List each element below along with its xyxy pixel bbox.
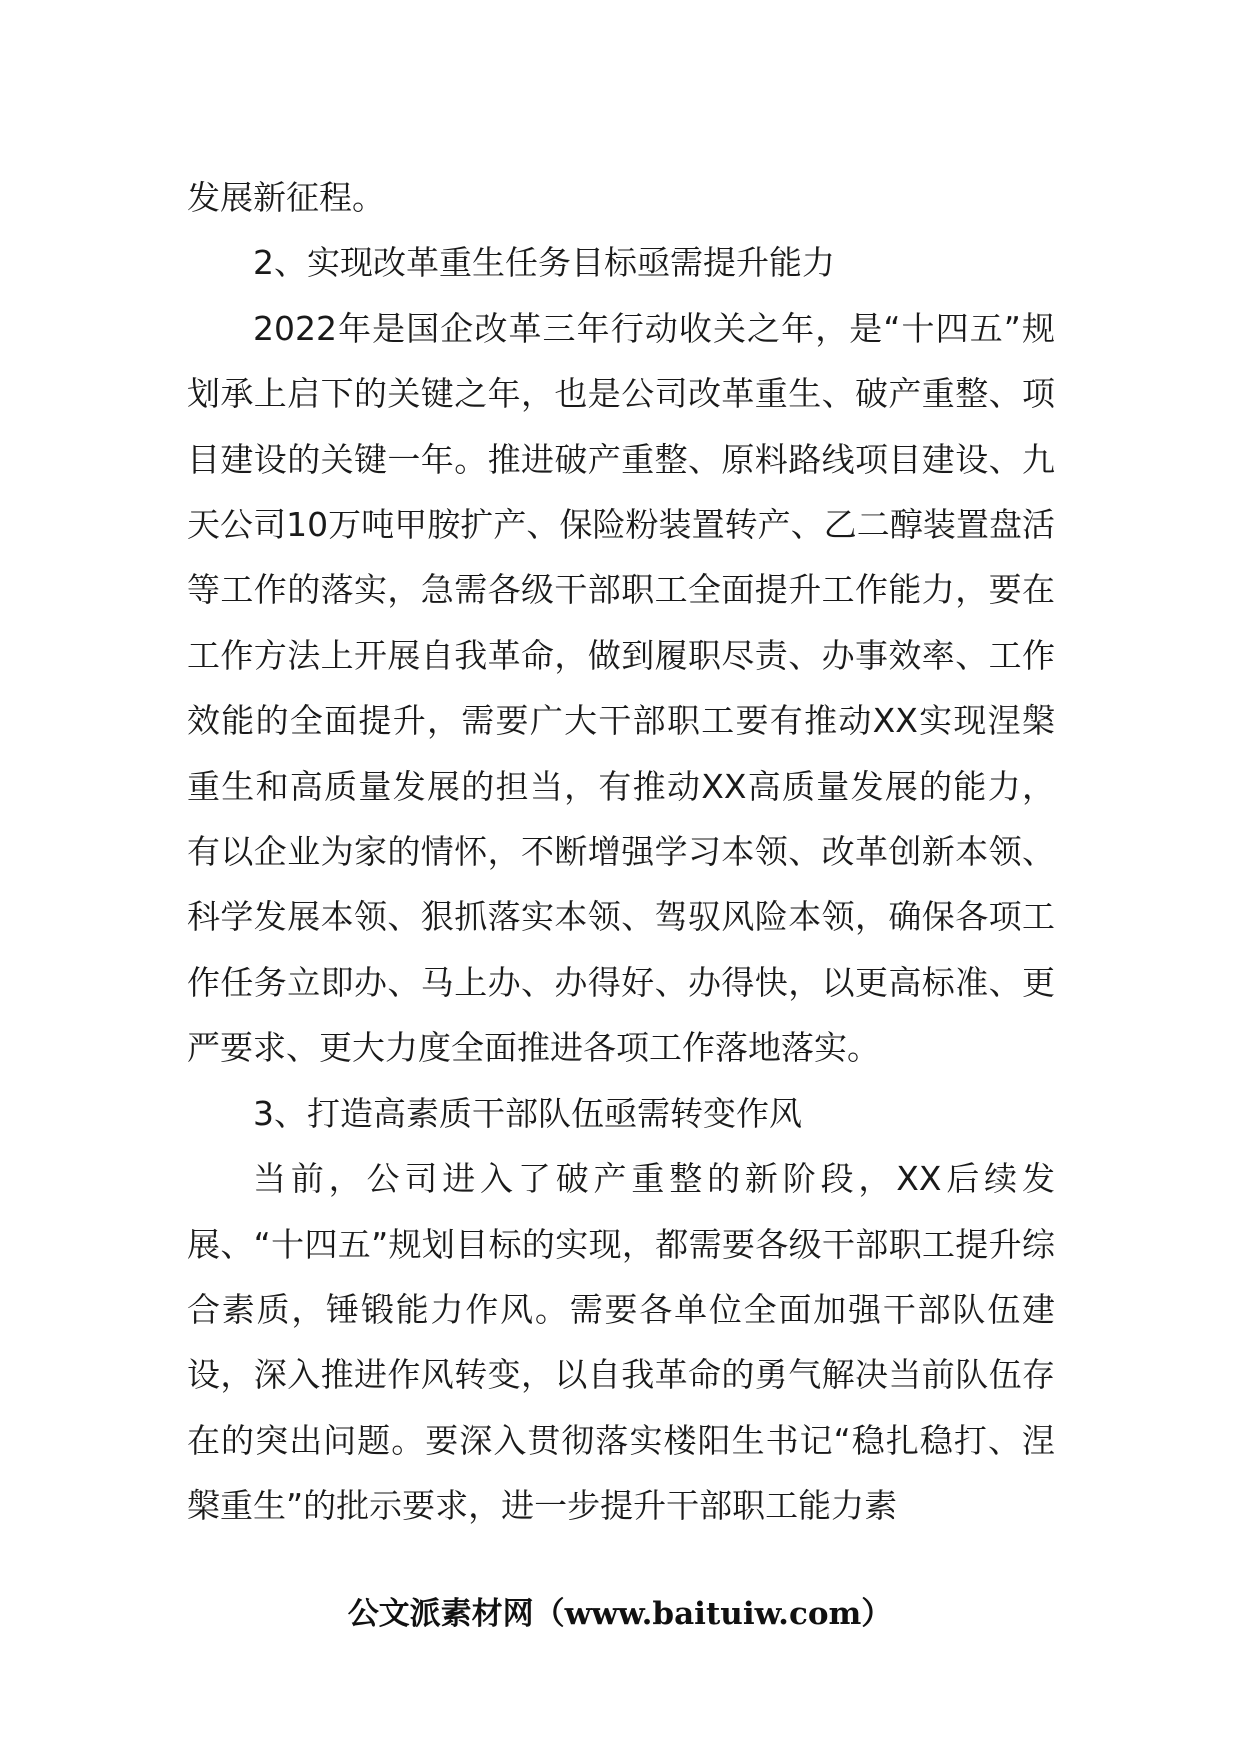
paragraph-section-3-body: 当前，公司进入了破产重整的新阶段，XX后续发展、“十四五”规划目标的实现，都需要各级干部职工提升综合素质，锤锻能力作风。需要各单位全面加强干部队伍建设，深入推进作风转变，以自我革命的勇气解决当前队伍存在的突出问题。要深入贯彻落实楼阳生书记“稳扎稳打、涅槃重生”的批示要求，进一步提升干部职工能力素 — [187, 1159, 1055, 1526]
section-heading-3: 3、打造高素质干部队伍亟需转变作风 — [253, 1093, 802, 1133]
paragraph-continuation: 发展新征程。 — [187, 178, 385, 217]
page-footer-watermark: 公文派素材网（www.baituiw.com） — [347, 1596, 893, 1632]
paragraph-section-2-body: 2022年是国企改革三年行动收关之年，是“十四五”规划承上启下的关键之年，也是公司改革重生、破产重整、项目建设的关键一年。推进破产重整、原料路线项目建设、九天公司10万吨甲胺扩产、保险粉装置转产、乙二醇装置盘活等工作的落实，急需各级干部职工全面提升工作能力，要在工作方法上开展自我革命，做到履职尽责、办事效率、工作效能的全面提升，需要广大干部职工要有推动XX实现涅槃重生和高质量发展的担当，有推动XX高质量发展的能力，有以企业为家的情怀，不断增强学习本领、改革创新本领、科学发展本领、狠抓落实本领、驾驭风险本领，确保各项工作任务立即办、马上办、办得好、办得快，以更高标准、更严要求、更大力度全面推进各项工作落地落实。 — [187, 308, 1055, 1068]
section-heading-2: 2、实现改革重生任务目标亟需提升能力 — [253, 243, 835, 283]
document-body — [187, 165, 1055, 1539]
